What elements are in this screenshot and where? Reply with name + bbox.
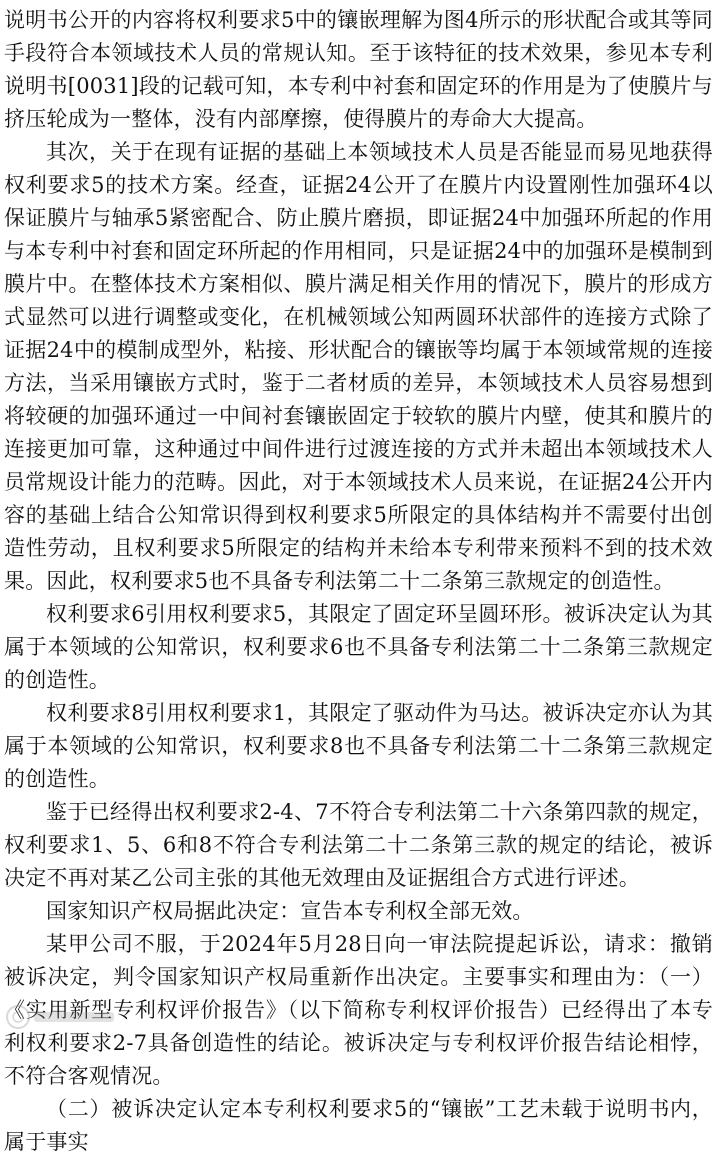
paragraph-continuation: 说明书公开的内容将权利要求5中的镶嵌理解为图4所示的形状配合或其等同手段符合本领域技术人员的常规认知。至于该特征的技术效果，参见本专利说明书[0031]段的记载可知，本专利中衬套和固定环的作用是为了使膜片与挤压轮成为一整体，没有内部摩擦，使得膜片的寿命大大提高。 [4, 8, 713, 131]
paragraph-decision: 国家知识产权局据此决定：宣告本专利权全部无效。 [46, 899, 534, 923]
paragraph-claim-8: 权利要求8引用权利要求1，其限定了驱动件为马达。被诉决定亦认为其属于本领域的公知常识，权利要求8也不具备专利法第二十二条第三款规定的创造性。 [4, 701, 713, 791]
paragraph-claim-6: 权利要求6引用权利要求5，其限定了固定环呈圆环形。被诉决定认为其属于本领域的公知常识，权利要求6也不具备专利法第二十二条第三款规定的创造性。 [4, 602, 713, 692]
paragraph-reason-2: （二）被诉决定认定本专利权利要求5的“镶嵌”工艺未载于说明书内，属于事实 [4, 1097, 713, 1154]
paragraph-second-inventive-step: 其次，关于在现有证据的基础上本领域技术人员是否能显而易见地获得权利要求5的技术方案。经查，证据24公开了在膜片内设置刚性加强环4以保证膜片与轴承5紧密配合、防止膜片磨损，即证据24中加强环所起的作用与本专利中衬套和固定环所起的作用相同，只是证据24中的加强环是模制到膜片中。在整体技术方案相似、膜片满足相关作用的情况下，膜片的形成方式显然可以进行调整或变化，在机械领域公知两圆环状部件的连接方式除了证据24中的模制成型外，粘接、形状配合的镶嵌等均属于本领域常规的连接方法，当采用镶嵌方式时，鉴于二者材质的差异，本领域技术人员容易想到将较硬的加强环通过一中间衬套镶嵌固定于较软的膜片内壁，使其和膜片的连接更加可靠，这种通过中间件进行过渡连接的方式并未超出本领域技术人员常规设计能力的范畴。因此，对于本领域技术人员来说，在证据24公开内容的基础上结合公知常识得到权利要求5所限定的具体结构并不需要付出创造性劳动，且权利要求5所限定的结构并未给本专利带来预料不到的技术效果。因此，权利要求5也不具备专利法第二十二条第三款规定的创造性。 [4, 140, 713, 593]
paragraph-conclusion: 鉴于已经得出权利要求2-4、7不符合专利法第二十六条第四款的规定，权利要求1、5、6和8不符合专利法第二十二条第三款的规定的结论，被诉决定不再对某乙公司主张的其他无效理由及证据组合方式进行评述。 [4, 800, 713, 890]
paragraph-appeal: 某甲公司不服，于2024年5月28日向一审法院提起诉讼，请求：撤销被诉决定，判令国家知识产权局重新作出决定。主要事实和理由为：（一）《实用新型专利权评价报告》（以下简称专利权评价报告）已经得出了本专利权利要求2-7具备创造性的结论。被诉决定与专利权评价报告结论相悖，不符合客观情况。 [4, 932, 713, 1088]
